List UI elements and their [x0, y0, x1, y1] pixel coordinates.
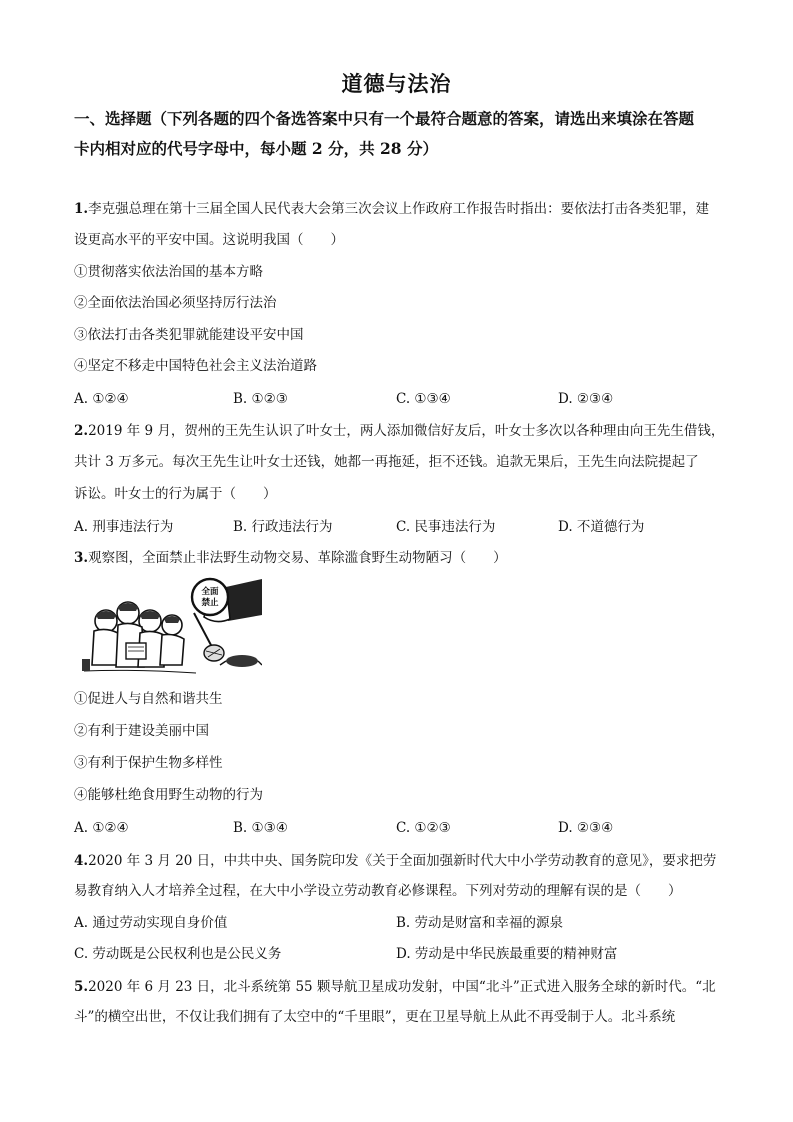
option-d: D. 不道德行为: [558, 519, 645, 535]
section-heading-line-1: 一、选择题（下列各题的四个备选答案中只有一个最符合题意的答案，请选出来填涂在答题: [74, 109, 695, 128]
statement-item: ②有利于建设美丽中国: [74, 723, 209, 739]
question-text: 诉讼。叶女士的行为属于（ ）: [74, 486, 277, 502]
cartoon-drawing: [76, 573, 262, 679]
question-number: 4.: [74, 853, 89, 869]
question-5: [74, 978, 716, 996]
section-heading-line-2: 卡内相对应的代号字母中，每小题 2 分，共 28 分）: [74, 139, 438, 158]
question-text: 共计 3 万多元。每次王先生让叶女士还钱，她都一再拖延，拒不还钱。追款无果后，王先生向法院提起了: [74, 454, 699, 470]
statement-item: ④坚定不移走中国特色社会主义法治道路: [74, 358, 317, 374]
option-c: C. ①②③: [396, 820, 451, 836]
option-b: B. ①②③: [233, 391, 288, 407]
option-b: B. 行政违法行为: [233, 519, 333, 535]
option-c: C. 民事违法行为: [396, 519, 496, 535]
question-text: 斗”的横空出世，不仅让我们拥有了太空中的“千里眼”，更在卫星导航上从此不再受制于人。北斗系统: [74, 1009, 676, 1025]
option-d: D. 劳动是中华民族最重要的精神财富: [396, 946, 618, 962]
statement-item: ③有利于保护生物多样性: [74, 755, 223, 771]
question-text: 2020 年 6 月 23 日，北斗系统第 55 颗导航卫星成功发射，中国“北斗”正式进入服务全球的新时代。“北: [88, 979, 716, 995]
question-number: 2.: [74, 423, 89, 439]
question-text: 2019 年 9 月，贺州的王先生认识了叶女士，两人添加微信好友后，叶女士多次以各种理由向王先生借钱，: [88, 423, 725, 439]
question-number: 3.: [74, 550, 89, 566]
option-d: D. ②③④: [558, 391, 614, 407]
statement-item: ④能够杜绝食用野生动物的行为: [74, 787, 263, 803]
question-text: 易教育纳入人才培养全过程，在大中小学设立劳动教育必修课程。下列对劳动的理解有误的是（ ）: [74, 883, 682, 899]
question-number: 5.: [74, 979, 89, 995]
question-2: [74, 422, 724, 440]
question-text: 李克强总理在第十三届全国人民代表大会第三次会议上作政府工作报告时指出：要依法打击各类犯罪，建: [88, 201, 710, 217]
option-a: A. ①②④: [74, 820, 129, 836]
option-a: A. 通过劳动实现自身价值: [74, 915, 228, 931]
question-1: [74, 200, 709, 218]
question-text: 观察图，全面禁止非法野生动物交易、革除滥食野生动物陋习（ ）: [88, 550, 507, 566]
option-b: B. ①③④: [233, 820, 288, 836]
sign-text-bottom: 禁止: [201, 598, 219, 608]
sign-text-top: 全面: [201, 587, 219, 597]
statement-item: ①促进人与自然和谐共生: [74, 691, 223, 707]
statement-item: ③依法打击各类犯罪就能建设平安中国: [74, 327, 304, 343]
statement-item: ②全面依法治国必须坚持厉行法治: [74, 295, 277, 311]
question-number: 1.: [74, 201, 89, 217]
question-3: [74, 549, 507, 567]
statement-item: ①贯彻落实依法治国的基本方略: [74, 264, 263, 280]
option-b: B. 劳动是财富和幸福的源泉: [396, 915, 564, 931]
option-c: C. 劳动既是公民权利也是公民义务: [74, 946, 282, 962]
page-title: 道德与法治: [341, 71, 452, 96]
question-text: 2020 年 3 月 20 日，中共中央、国务院印发《关于全面加强新时代大中小学劳动教育的意见》，要求把劳: [88, 853, 717, 869]
cartoon-illustration: [76, 573, 262, 703]
question-4: [74, 852, 716, 870]
option-c: C. ①③④: [396, 391, 451, 407]
question-text: 设更高水平的平安中国。这说明我国（ ）: [74, 232, 344, 248]
option-a: A. ①②④: [74, 391, 129, 407]
option-a: A. 刑事违法行为: [74, 519, 174, 535]
option-d: D. ②③④: [558, 820, 614, 836]
